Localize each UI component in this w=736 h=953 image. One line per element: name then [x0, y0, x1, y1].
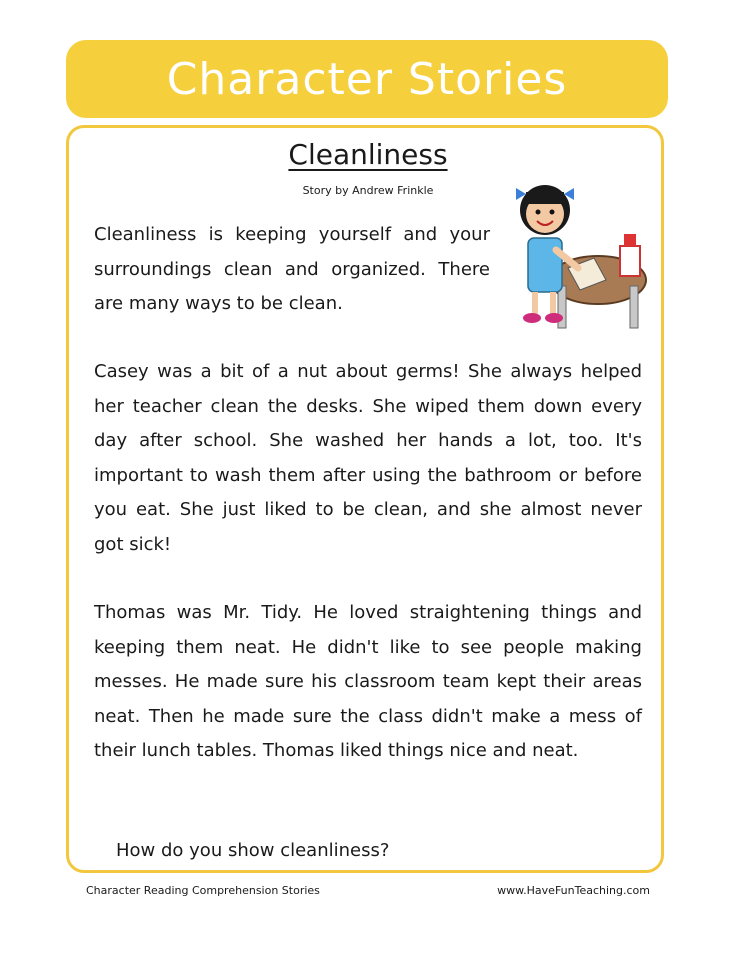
footer-series-title: Character Reading Comprehension Stories — [86, 884, 320, 897]
footer-website: www.HaveFunTeaching.com — [497, 884, 650, 897]
story-question: How do you show cleanliness? — [116, 840, 390, 861]
page-title: Character Stories — [166, 53, 568, 105]
girl-cleaning-desk-icon — [508, 168, 648, 338]
title-banner — [66, 40, 668, 118]
story-paragraph-1: Cleanliness is keeping yourself and your surroundings clean and organized. There are many ways to be clean. — [94, 224, 490, 315]
story-title: Cleanliness — [288, 138, 448, 171]
story-byline: Story by Andrew Frinkle — [302, 184, 434, 197]
story-paragraph-3: Thomas was Mr. Tidy. He loved straightening things and keeping them neat. He didn't like to see people making messes. He made sure his classroom team kept their areas neat. Then he made sure the class didn't make a mess of their lunch tables. Thomas liked things nice and neat. — [94, 602, 642, 762]
story-paragraph-2: Casey was a bit of a nut about germs! She always helped her teacher clean the desks. She wiped them down every day after school. She washed her hands a lot, too. It's important to wash them after using the bathroom or before you eat. She just liked to be clean, and she almost never got sick! — [94, 361, 642, 555]
